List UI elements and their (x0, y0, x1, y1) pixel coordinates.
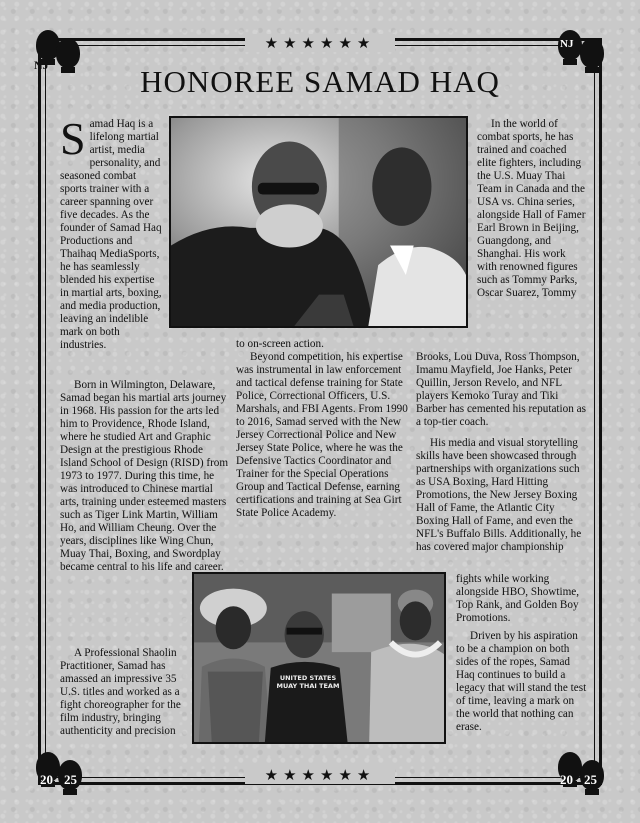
drop-cap: S (60, 113, 86, 164)
year-left: 20 (40, 772, 53, 787)
paragraph-media-cont (456, 573, 588, 625)
media-cont-text: fights while working alongside HBO, Showtime, Top Rank, and Golden Boy Promotions. (456, 573, 580, 624)
media-text: His media and visual storytelling skills have been showcased through partnerships with organizations such as USA Boxing, Hard Hitting Promotions, the New Jersey Boxing Hall of Fame, the Atlantic City Boxing Hall of Fame, and even the NFL's Buffalo Bills. Additionally, he has covered major championship (416, 437, 582, 553)
paragraph-shaolin (60, 647, 188, 738)
paragraph-combat-sports-cont (416, 351, 588, 429)
year-badge-bottom-left (30, 748, 86, 796)
year-right: 25 (584, 772, 597, 787)
paragraph-intro (60, 113, 164, 352)
paragraph-media (416, 437, 588, 554)
year-right: 25 (64, 772, 77, 787)
logo-letters: NJ (34, 58, 49, 72)
photo-samad-with-fighter (169, 116, 468, 328)
photo-samad-with-group (192, 572, 446, 744)
top-star-divider: ★★★★★★ (245, 34, 395, 52)
legacy-text: Driven by his aspiration to be a champion on both sides of the ropes, Samad Haq continues to build a legacy that will stand the test of time, leaving a mark on the world that nothing can erase. (456, 630, 587, 733)
shaolin-text: A Professional Shaolin Practitioner, Samad has amassed an impressive 35 U.S. titles and worked as a fight choreographer for the film industry, bringing authenticity and precision (60, 647, 181, 737)
shirt-text: UNITED STATES MUAY THAI TEAM (276, 674, 340, 690)
year-badge-bottom-right (556, 748, 612, 796)
logo-letters: NJ (560, 38, 574, 50)
bottom-star-divider: ★★★★★★ (245, 766, 395, 784)
early-life-text: Born in Wilmington, Delaware, Samad began his martial arts journey in 1968. His passion for the arts led him to Providence, Rhode Island, where he studied Art and Graphic Design at the prestigious Rhode Island School of Design (RISD) from 1973 to 1977. During this time, he was introduced to Chinese martial arts, training under esteemed masters such as Tiger Link Martin, William Ho, and William Cheung. Over the years, disciplines like Wing Chun, Muay Thai, Boxing, and Swordplay became central to his life and career. (60, 379, 229, 573)
combat-sports-text: In the world of combat sports, he has trained and coached elite fighters, including the U.S. Muay Thai Team in Canada and the USA vs. China series, alongside Hall of Famer Earl Brown in Beijing, Guangdong, and Shanghai. His work with renowned figures such as Tommy Parks, Oscar Suarez, Tommy (477, 118, 586, 299)
combat-sports-cont-text: Brooks, Lou Duva, Ross Thompson, Imamu Mayfield, Joe Hanks, Peter Quillin, Jerson Revelo, and NFL players Kemoko Turay and Tiki Barber has cemented his reputation as a top-tier coach. (416, 351, 586, 428)
year-left: 20 (560, 772, 573, 787)
paragraph-combat-sports (477, 118, 587, 300)
continuation-text: to on-screen action. (236, 338, 324, 350)
paragraph-continuation-mid (236, 338, 412, 351)
law-enforcement-text: Beyond competition, his expertise was instrumental in law enforcement and tactical defense training for State Police, Correctional Officers, U.S. Marshals, and FBI Agents. From 1990 to 2016, Samad served with the New Jersey Correctional Police and New Jersey State Police, where he was the Defensive Tactics Coordinator and Trainer for the Special Operations Group and Tactical Defense, earning certifications and training at Sea Girt State Police Academy. (236, 351, 408, 519)
paragraph-legacy (456, 630, 588, 734)
paragraph-law-enforcement (236, 351, 412, 520)
intro-text: amad Haq is a lifelong martial artist, media personality, and seasoned combat sports trainer with a career spanning over five decades. As the founder of Samad Haq Productions and Thaihaq MediaSports, he has seamlessly blended his expertise in martial arts, boxing, and media production, leaving an indelible mark on both industries. (60, 118, 162, 351)
paragraph-early-life (60, 379, 230, 574)
page-title: HONOREE SAMAD HAQ (140, 64, 500, 99)
